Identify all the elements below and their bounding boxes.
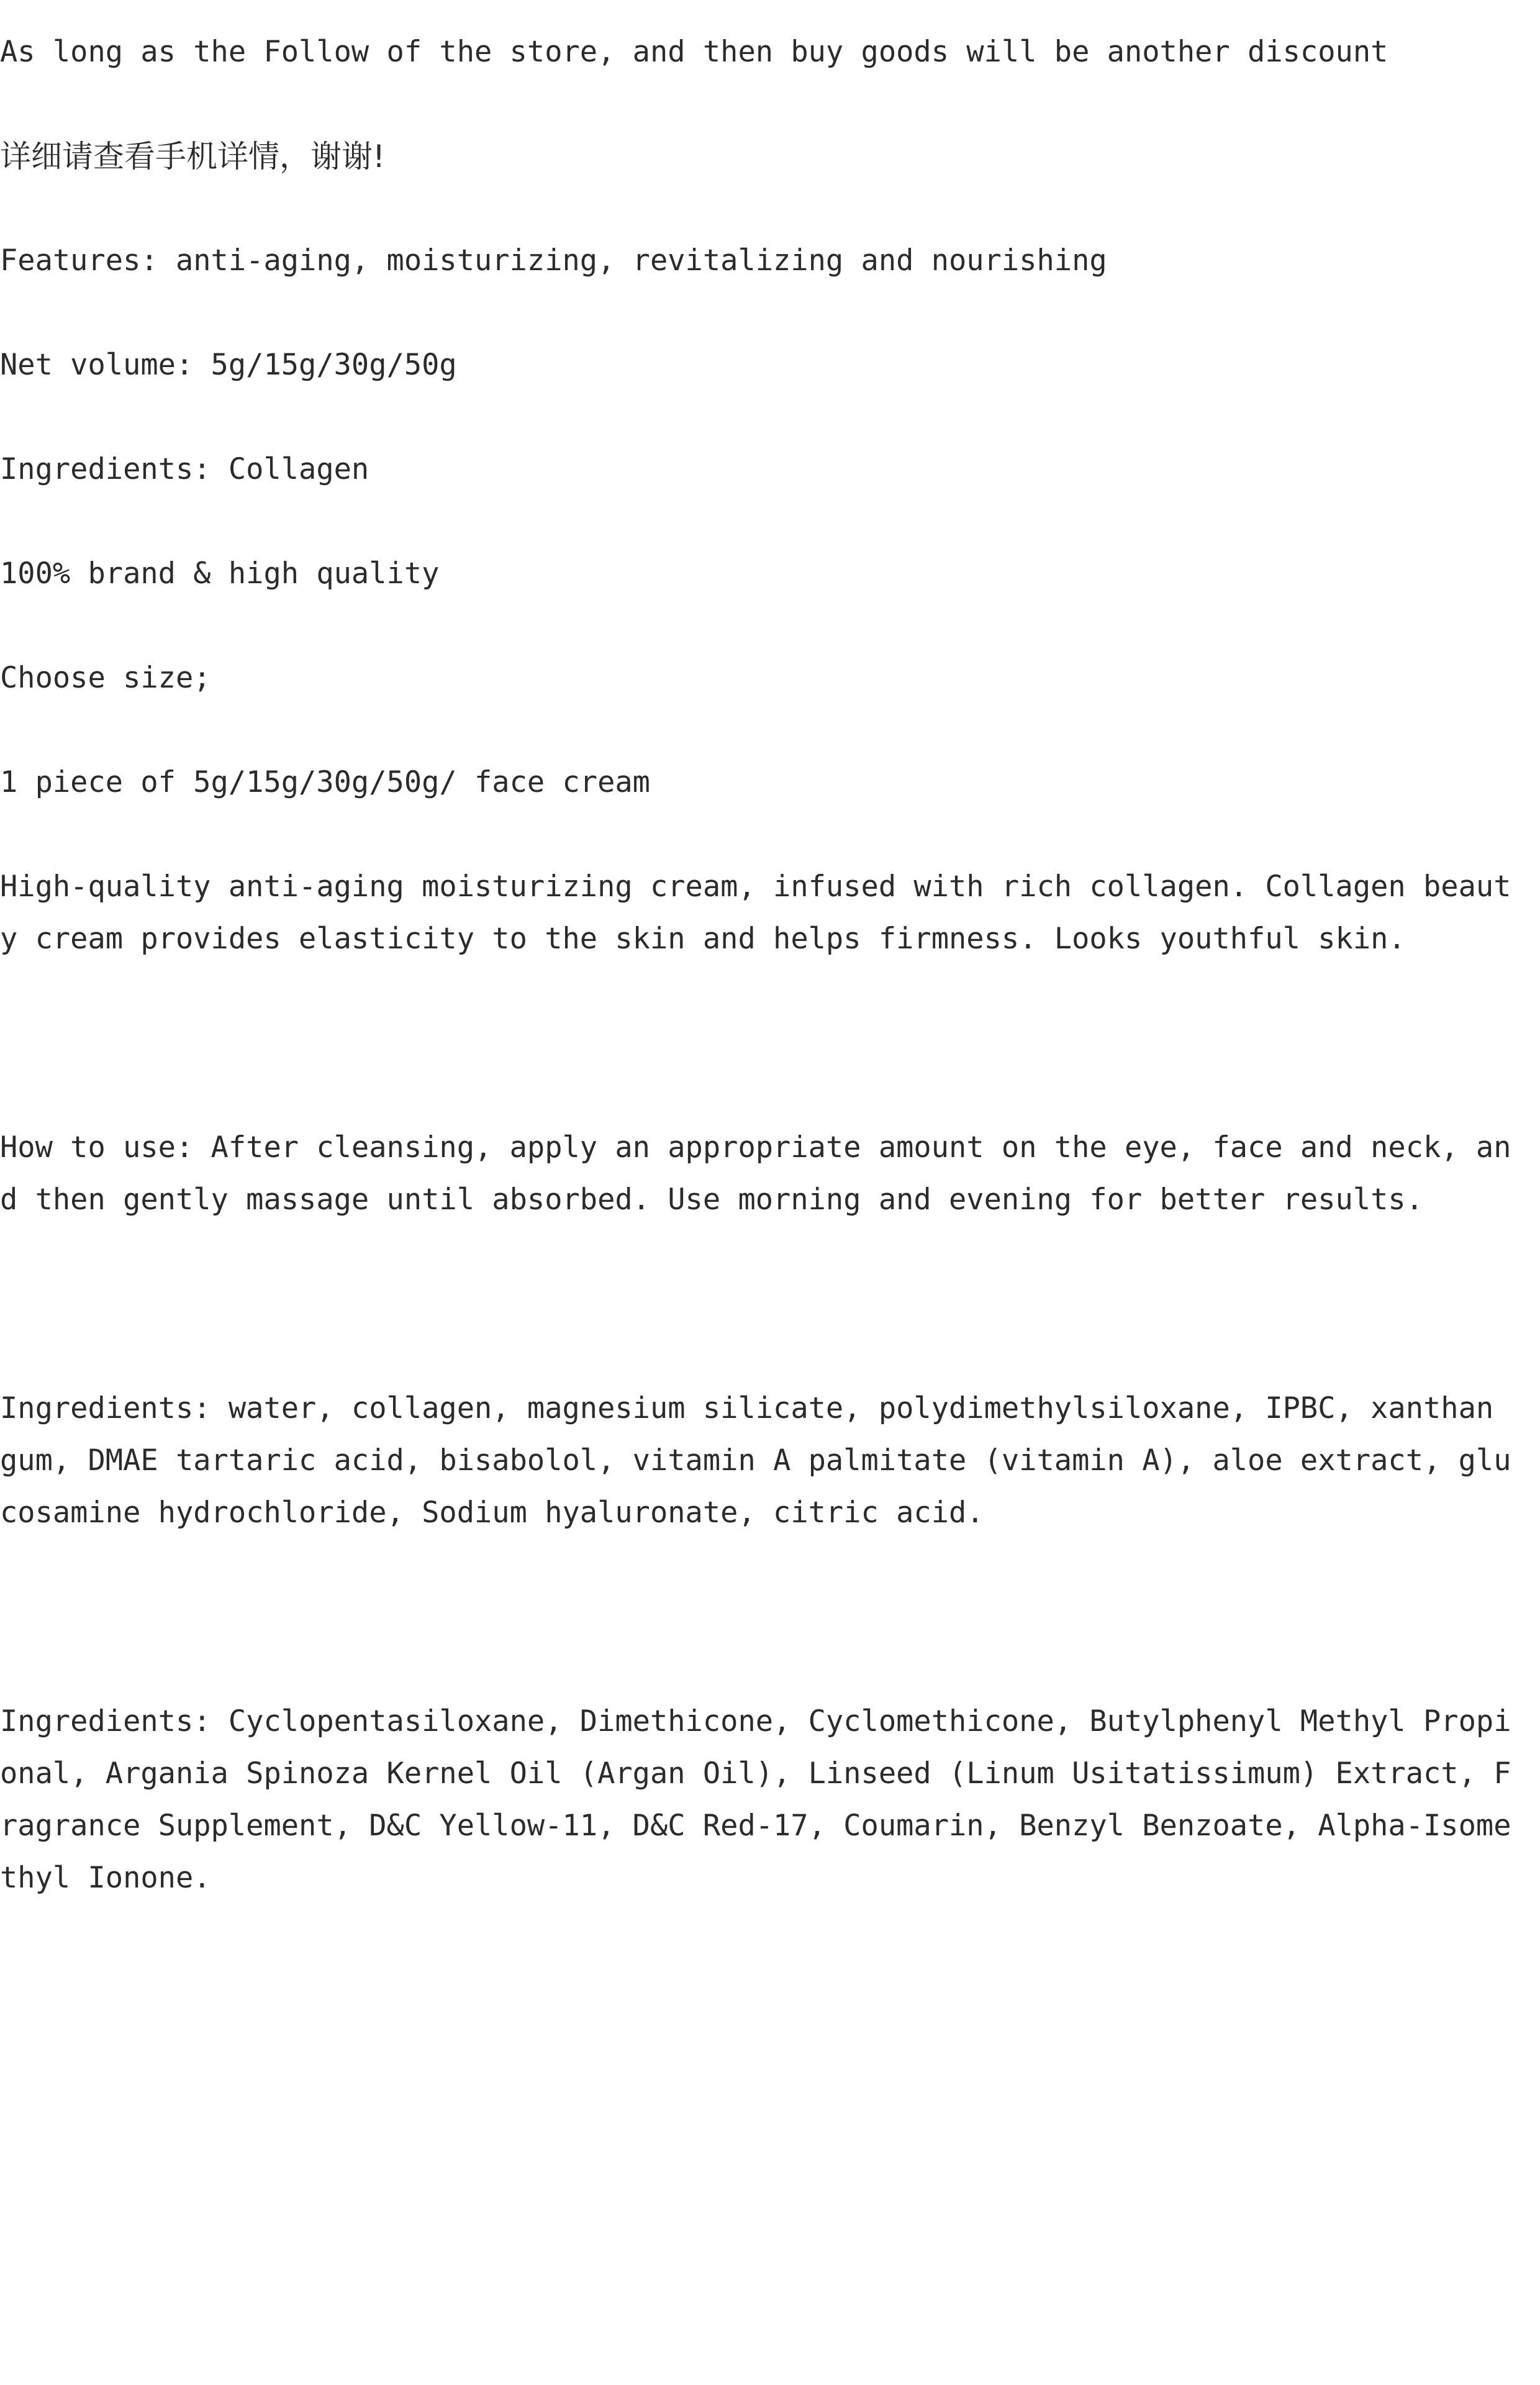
choose-size-line: Choose size; xyxy=(0,661,211,695)
quality-line: 100% brand & high quality xyxy=(0,556,440,591)
discount-note: As long as the Follow of the store, and then buy goods will be another discount xyxy=(0,35,1388,69)
net-volume-line: Net volume: 5g/15g/30g/50g xyxy=(0,348,457,382)
ingredients-short-line: Ingredients: Collagen xyxy=(0,452,369,486)
package-line: 1 piece of 5g/15g/30g/50g/ face cream xyxy=(0,765,650,799)
ingredients-full-paragraph-1: Ingredients: water, collagen, magnesium silicate, polydimethylsiloxane, IPBC, xanthan gum, DMAE tartaric acid, bisabolol, vitamin A palmitate (vitamin A), aloe extract, glucosamine hydrochloride, Sodium hyaluronate, citric acid. xyxy=(0,1391,1511,1530)
ingredients-full-paragraph-2: Ingredients: Cyclopentasiloxane, Dimethicone, Cyclomethicone, Butylphenyl Methyl Propional, Argania Spinoza Kernel Oil (Argan Oil), Linseed (Linum Usitatissimum) Extract, Fragrance Supplement, D&C Yellow-11, D&C Red-17, Coumarin, Benzyl Benzoate, Alpha-Isomethyl Ionone. xyxy=(0,1704,1511,1895)
chinese-note: 详细请查看手机详情，谢谢! xyxy=(0,139,386,175)
features-line: Features: anti-aging, moisturizing, revitalizing and nourishing xyxy=(0,243,1107,278)
how-to-use-paragraph: How to use: After cleansing, apply an appropriate amount on the eye, face and neck, and then gently massage until absorbed. Use morning and evening for better results. xyxy=(0,1130,1511,1217)
description-paragraph: High-quality anti-aging moisturizing cream, infused with rich collagen. Collagen beauty cream provides elasticity to the skin and helps firmness. Looks youthful skin. xyxy=(0,870,1511,956)
